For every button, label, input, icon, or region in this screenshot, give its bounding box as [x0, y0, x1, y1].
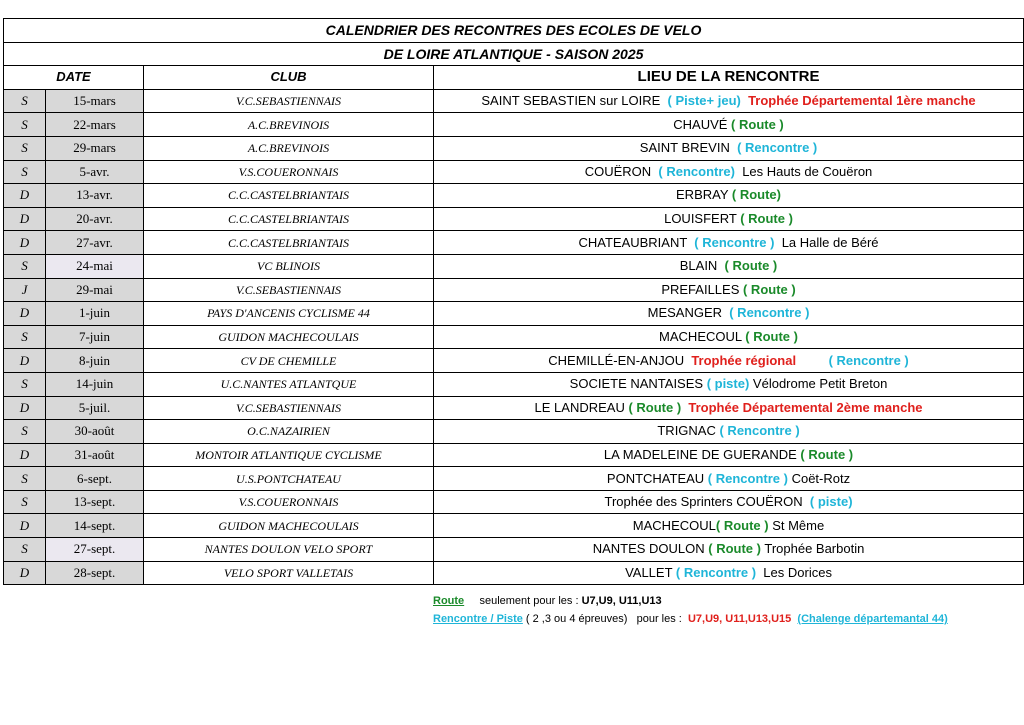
- date-cell: 5-juil.: [46, 396, 144, 420]
- date-cell: 20-avr.: [46, 207, 144, 231]
- club-cell: NANTES DOULON VELO SPORT: [144, 538, 434, 562]
- day-cell: S: [4, 490, 46, 514]
- table-row: [4, 396, 1024, 420]
- table-row: [4, 278, 1024, 302]
- lieu-cell: [434, 136, 1024, 160]
- text-segment: La Halle de Béré: [774, 234, 879, 250]
- date-cell: 30-août: [46, 420, 144, 444]
- text-segment: ( Rencontre ): [707, 470, 788, 486]
- table-row: [4, 420, 1024, 444]
- table-row: [4, 443, 1024, 467]
- text-segment: Route: [433, 595, 465, 607]
- text-segment: ( Route ): [742, 281, 796, 297]
- text-segment: Trophée Barbotin: [760, 541, 865, 557]
- club-cell: O.C.NAZAIRIEN: [144, 420, 434, 444]
- day-cell: S: [4, 420, 46, 444]
- text-segment: CHEMILLÉ-EN-ANJOU: [548, 352, 692, 368]
- date-cell: 8-juin: [46, 349, 144, 373]
- day-cell: J: [4, 278, 46, 302]
- table-row: [4, 514, 1024, 538]
- text-segment: PONTCHATEAU: [606, 470, 708, 486]
- day-cell: S: [4, 160, 46, 184]
- text-segment: ( Rencontre ): [729, 305, 810, 321]
- lieu-cell: [434, 467, 1024, 491]
- lieu-cell: [434, 207, 1024, 231]
- club-cell: C.C.CASTELBRIANTAIS: [144, 207, 434, 231]
- lieu-cell: [434, 490, 1024, 514]
- date-cell: 14-sept.: [46, 514, 144, 538]
- text-segment: Les Hauts de Couëron: [734, 163, 873, 179]
- day-cell: D: [4, 302, 46, 326]
- text-segment: ( 2 ,3 ou 4 épreuves) pour les :: [522, 613, 688, 625]
- date-cell: 5-avr.: [46, 160, 144, 184]
- day-cell: D: [4, 514, 46, 538]
- day-cell: S: [4, 325, 46, 349]
- table-row: [4, 160, 1024, 184]
- table-row: [4, 184, 1024, 208]
- lieu-cell: [434, 184, 1024, 208]
- date-cell: 7-juin: [46, 325, 144, 349]
- text-segment: ( Rencontre ): [694, 234, 775, 250]
- club-cell: V.C.SEBASTIENNAIS: [144, 89, 434, 113]
- day-cell: D: [4, 349, 46, 373]
- text-segment: [796, 353, 829, 368]
- club-cell: U.S.PONTCHATEAU: [144, 467, 434, 491]
- table-row: [4, 372, 1024, 396]
- day-cell: D: [4, 184, 46, 208]
- club-cell: A.C.BREVINOIS: [144, 113, 434, 137]
- text-segment: BLAIN: [679, 258, 725, 274]
- title-line-1: CALENDRIER DES RECONTRES DES ECOLES DE VELO: [4, 19, 1024, 43]
- club-cell: V.C.SEBASTIENNAIS: [144, 396, 434, 420]
- text-segment: seulement pour les :: [464, 595, 582, 607]
- table-row: [4, 207, 1024, 231]
- text-segment: ( Piste+ jeu): [667, 93, 741, 109]
- text-segment: ( Rencontre ): [719, 423, 800, 439]
- text-segment: LA MADELEINE DE GUERANDE: [603, 446, 801, 462]
- club-cell: V.C.SEBASTIENNAIS: [144, 278, 434, 302]
- text-segment: MACHECOUL: [659, 329, 746, 345]
- text-segment: Trophée des Sprinters COUËRON: [604, 494, 810, 510]
- table-row: [4, 490, 1024, 514]
- lieu-cell: [434, 325, 1024, 349]
- table-row: [4, 349, 1024, 373]
- table-row: [4, 325, 1024, 349]
- day-cell: S: [4, 538, 46, 562]
- text-segment: ( Rencontre ): [675, 564, 757, 580]
- text-segment: ( Route ): [800, 446, 854, 462]
- text-segment: ERBRAY: [676, 187, 732, 203]
- text-segment: VALLET: [625, 564, 676, 580]
- text-segment: Trophée régional: [691, 352, 797, 368]
- text-segment: Rencontre / Piste: [433, 613, 523, 625]
- club-cell: VELO SPORT VALLETAIS: [144, 561, 434, 585]
- lieu-cell: [434, 160, 1024, 184]
- club-cell: CV DE CHEMILLE: [144, 349, 434, 373]
- legend-route: [433, 595, 662, 607]
- text-segment: ( Rencontre ): [737, 140, 818, 156]
- text-segment: PREFAILLES: [661, 281, 743, 297]
- date-cell: 27-avr.: [46, 231, 144, 255]
- lieu-cell: [434, 372, 1024, 396]
- text-segment: CHATEAUBRIANT: [578, 234, 695, 250]
- club-cell: MONTOIR ATLANTIQUE CYCLISME: [144, 443, 434, 467]
- date-cell: 13-avr.: [46, 184, 144, 208]
- club-cell: GUIDON MACHECOULAIS: [144, 514, 434, 538]
- text-segment: (Chalenge départemantal 44): [797, 613, 948, 625]
- lieu-cell: [434, 302, 1024, 326]
- day-cell: D: [4, 207, 46, 231]
- table-row: [4, 561, 1024, 585]
- table-row: [4, 254, 1024, 278]
- text-segment: ( Route ): [715, 517, 769, 533]
- text-segment: NANTES DOULON: [592, 541, 709, 557]
- day-cell: S: [4, 372, 46, 396]
- text-segment: U7,U9, U11,U13,U15: [687, 613, 792, 625]
- day-cell: D: [4, 396, 46, 420]
- lieu-cell: [434, 349, 1024, 373]
- club-cell: V.S.COUERONNAIS: [144, 490, 434, 514]
- lieu-cell: [434, 89, 1024, 113]
- club-cell: C.C.CASTELBRIANTAIS: [144, 184, 434, 208]
- date-cell: 24-mai: [46, 254, 144, 278]
- day-cell: S: [4, 254, 46, 278]
- text-segment: Trophée Départemental 1ère manche: [740, 93, 976, 109]
- text-segment: ( piste): [809, 494, 853, 510]
- date-cell: 14-juin: [46, 372, 144, 396]
- day-cell: D: [4, 561, 46, 585]
- lieu-cell: [434, 538, 1024, 562]
- table-row: [4, 231, 1024, 255]
- lieu-cell: [434, 396, 1024, 420]
- lieu-cell: [434, 514, 1024, 538]
- text-segment: SAINT SEBASTIEN sur LOIRE: [481, 93, 668, 109]
- date-cell: 1-juin: [46, 302, 144, 326]
- date-cell: 29-mai: [46, 278, 144, 302]
- day-cell: S: [4, 467, 46, 491]
- table-row: [4, 538, 1024, 562]
- text-segment: ( Route ): [628, 399, 682, 415]
- day-cell: S: [4, 136, 46, 160]
- day-cell: D: [4, 231, 46, 255]
- date-cell: 6-sept.: [46, 467, 144, 491]
- text-segment: MACHECOUL: [632, 517, 716, 533]
- text-segment: Vélodrome Petit Breton: [749, 376, 888, 392]
- text-segment: St Même: [768, 517, 825, 533]
- lieu-cell: [434, 561, 1024, 585]
- club-cell: GUIDON MACHECOULAIS: [144, 325, 434, 349]
- date-cell: 13-sept.: [46, 490, 144, 514]
- text-segment: LE LANDREAU: [534, 399, 629, 415]
- table-row: [4, 113, 1024, 137]
- lieu-cell: [434, 443, 1024, 467]
- text-segment: ( Rencontre ): [828, 352, 909, 368]
- lieu-cell: [434, 278, 1024, 302]
- lieu-cell: [434, 113, 1024, 137]
- day-cell: S: [4, 113, 46, 137]
- title-row-2: [4, 42, 1024, 66]
- title-row-1: [4, 19, 1024, 43]
- text-segment: ( Rencontre): [658, 163, 735, 179]
- club-cell: PAYS D'ANCENIS CYCLISME 44: [144, 302, 434, 326]
- header-club: CLUB: [144, 66, 434, 90]
- title-line-2: DE LOIRE ATLANTIQUE - SAISON 2025: [4, 42, 1024, 66]
- text-segment: ( Route ): [745, 329, 798, 345]
- date-cell: 29-mars: [46, 136, 144, 160]
- text-segment: Les Dorices: [756, 564, 832, 580]
- text-segment: ( Route): [731, 187, 781, 203]
- text-segment: TRIGNAC: [657, 423, 720, 439]
- header-row: [4, 66, 1024, 90]
- club-cell: U.C.NANTES ATLANTQUE: [144, 372, 434, 396]
- table-row: [4, 467, 1024, 491]
- text-segment: Coët-Rotz: [787, 470, 851, 486]
- text-segment: LOUISFERT: [664, 211, 741, 227]
- text-segment: ( piste): [706, 376, 750, 392]
- text-segment: U7,U9, U11,U13: [581, 595, 662, 607]
- date-cell: 28-sept.: [46, 561, 144, 585]
- text-segment: Trophée Départemental 2ème manche: [681, 399, 923, 415]
- date-cell: 22-mars: [46, 113, 144, 137]
- header-lieu: LIEU DE LA RENCONTRE: [434, 66, 1024, 90]
- text-segment: CHAUVÉ: [673, 116, 732, 132]
- club-cell: C.C.CASTELBRIANTAIS: [144, 231, 434, 255]
- table-row: [4, 302, 1024, 326]
- club-cell: VC BLINOIS: [144, 254, 434, 278]
- day-cell: D: [4, 443, 46, 467]
- table-row: [4, 89, 1024, 113]
- text-segment: ( Route ): [708, 541, 761, 557]
- lieu-cell: [434, 420, 1024, 444]
- table-row: [4, 136, 1024, 160]
- date-cell: 27-sept.: [46, 538, 144, 562]
- club-cell: V.S.COUERONNAIS: [144, 160, 434, 184]
- text-segment: COUËRON: [584, 163, 659, 179]
- text-segment: MESANGER: [647, 305, 730, 321]
- text-segment: ( Route ): [724, 258, 778, 274]
- text-segment: SOCIETE NANTAISES: [569, 376, 707, 392]
- legend-rencontre: [433, 613, 948, 625]
- calendar-table: [3, 18, 1024, 585]
- text-segment: ( Route ): [731, 116, 784, 132]
- text-segment: ( Route ): [740, 211, 793, 227]
- day-cell: S: [4, 89, 46, 113]
- club-cell: A.C.BREVINOIS: [144, 136, 434, 160]
- date-cell: 31-août: [46, 443, 144, 467]
- date-cell: 15-mars: [46, 89, 144, 113]
- header-date: DATE: [4, 66, 144, 90]
- lieu-cell: [434, 254, 1024, 278]
- text-segment: SAINT BREVIN: [639, 140, 738, 156]
- lieu-cell: [434, 231, 1024, 255]
